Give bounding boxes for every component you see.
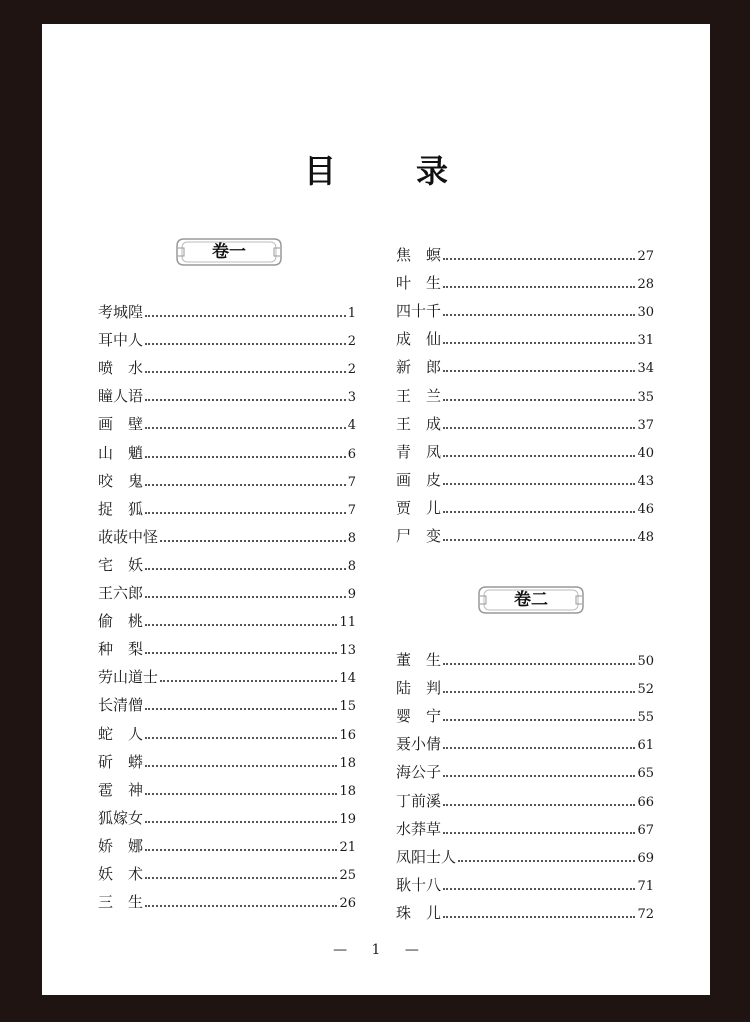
entry-page-number: 28: [637, 277, 654, 293]
toc-entry[interactable]: [396, 698, 654, 726]
dot-leader: [145, 821, 337, 823]
dot-leader: [145, 624, 337, 626]
page-title: 目 录: [303, 152, 472, 190]
toc-entry[interactable]: [396, 670, 654, 698]
dot-leader: [145, 905, 337, 907]
entry-title: 画 皮: [396, 470, 442, 489]
toc-entry[interactable]: [396, 518, 654, 546]
dot-leader: [145, 427, 346, 429]
entry-page-number: 25: [339, 868, 356, 883]
entry-title: 山 魈: [98, 443, 144, 462]
dot-leader: [145, 399, 346, 401]
entry-title: 水莽草: [396, 819, 442, 838]
entry-title: 丁前溪: [396, 791, 442, 810]
toc-entry[interactable]: [396, 839, 654, 867]
entry-page-number: 71: [637, 878, 654, 894]
entry-title: 喷 水: [98, 359, 144, 378]
toc-entry[interactable]: [98, 659, 356, 687]
entry-page-number: 50: [637, 654, 654, 669]
toc-entry[interactable]: [98, 350, 356, 378]
toc-entry[interactable]: [396, 265, 654, 293]
entry-page-number: 21: [339, 839, 356, 855]
toc-entry[interactable]: [396, 237, 654, 265]
dot-leader: [145, 849, 337, 851]
toc-entry[interactable]: [396, 321, 654, 349]
entry-title: 瞳人语: [98, 387, 144, 406]
dot-leader: [443, 286, 635, 288]
entry-title: 婴 宁: [396, 707, 442, 726]
toc-entry[interactable]: [98, 828, 356, 856]
dot-leader: [145, 568, 346, 570]
entry-page-number: 7: [347, 502, 356, 518]
toc-entry[interactable]: [98, 603, 356, 631]
dot-leader: [443, 775, 635, 777]
dot-leader: [145, 315, 346, 317]
dot-leader: [145, 737, 337, 739]
dot-leader: [443, 832, 635, 834]
toc-entry[interactable]: [396, 293, 654, 321]
entry-page-number: 35: [637, 389, 654, 405]
entry-page-number: 3: [347, 390, 356, 406]
entry-title: 珠 儿: [396, 903, 442, 922]
toc-entry[interactable]: [98, 800, 356, 828]
toc-entry[interactable]: [98, 687, 356, 715]
entry-title: 宅 妖: [98, 555, 144, 574]
entry-page-number: 27: [637, 249, 654, 264]
entry-title: 劳山道士: [98, 668, 159, 687]
dot-leader: [145, 596, 346, 598]
entry-title: 三 生: [98, 893, 144, 912]
toc-entry[interactable]: [98, 716, 356, 744]
entry-page-number: 15: [339, 699, 356, 715]
toc-entry[interactable]: [98, 547, 356, 575]
entry-title: 聂小倩: [396, 735, 442, 754]
dot-leader: [443, 342, 635, 344]
entry-title: 偷 桃: [98, 612, 144, 631]
toc-entry[interactable]: [98, 575, 356, 603]
entry-page-number: 31: [637, 333, 654, 349]
toc-entry[interactable]: [98, 406, 356, 434]
entry-title: 王 兰: [396, 386, 442, 405]
toc-entry[interactable]: [98, 631, 356, 659]
toc-entry[interactable]: [396, 726, 654, 754]
entry-page-number: 67: [637, 822, 654, 838]
entry-title: 耿十八: [396, 875, 442, 894]
entry-page-number: 2: [347, 334, 356, 350]
entry-title: 捉 狐: [98, 499, 144, 518]
entry-page-number: 43: [637, 473, 654, 489]
entry-title: 娇 娜: [98, 836, 144, 855]
toc-entry[interactable]: [396, 867, 654, 895]
dot-leader: [443, 455, 635, 457]
entry-title: 青 凤: [396, 442, 442, 461]
toc-entry[interactable]: [396, 811, 654, 839]
dot-leader: [443, 427, 635, 429]
entry-title: 画 壁: [98, 415, 144, 434]
toc-entry[interactable]: [98, 491, 356, 519]
entry-page-number: 30: [637, 305, 654, 321]
volume-two-label: 卷二: [514, 590, 548, 610]
dot-leader: [443, 747, 635, 749]
entry-title: 狐嫁女: [98, 808, 144, 827]
dot-leader: [443, 258, 635, 260]
entry-page-number: 1: [347, 306, 356, 321]
toc-entry[interactable]: [98, 463, 356, 491]
entry-page-number: 19: [339, 811, 356, 827]
entry-title: 种 梨: [98, 640, 144, 659]
entry-title: 焦 螟: [396, 246, 442, 264]
entry-title: 斫 蟒: [98, 752, 144, 771]
entry-title: 考城隍: [98, 303, 144, 321]
entry-page-number: 11: [339, 615, 356, 631]
dot-leader: [160, 680, 337, 682]
entry-title: 荍荍中怪: [98, 527, 159, 546]
dot-leader: [145, 512, 346, 514]
dot-leader: [443, 691, 635, 693]
dot-leader: [145, 456, 346, 458]
toc-entry[interactable]: [396, 754, 654, 782]
entry-page-number: 55: [637, 710, 654, 726]
entry-title: 叶 生: [396, 274, 442, 293]
entry-title: 凤阳士人: [396, 847, 457, 866]
entry-page-number: 72: [637, 906, 654, 922]
toc-entry[interactable]: [98, 294, 356, 322]
dot-leader: [443, 888, 635, 890]
volume-one-badge: [174, 236, 284, 268]
toc-entry[interactable]: [396, 895, 654, 923]
toc-entry[interactable]: [396, 378, 654, 406]
entry-title: 雹 神: [98, 780, 144, 799]
entry-page-number: 61: [637, 738, 654, 754]
dot-leader: [443, 719, 635, 721]
dot-leader: [145, 343, 346, 345]
entry-title: 长清僧: [98, 696, 144, 715]
dot-leader: [443, 511, 635, 513]
dot-leader: [443, 804, 635, 806]
entry-page-number: 18: [339, 755, 356, 771]
dot-leader: [443, 916, 635, 918]
entry-title: 董 生: [396, 651, 442, 669]
toc-entry[interactable]: [98, 435, 356, 463]
entry-page-number: 48: [637, 530, 654, 545]
entry-title: 贾 儿: [396, 498, 442, 517]
entry-page-number: 9: [347, 587, 356, 602]
dot-leader: [145, 708, 337, 710]
dot-leader: [145, 793, 337, 795]
entry-page-number: 2: [347, 362, 356, 378]
entry-page-number: 8: [347, 530, 356, 546]
dot-leader: [145, 652, 337, 654]
entry-page-number: 26: [339, 896, 356, 912]
dot-leader: [443, 539, 635, 541]
entry-page-number: 69: [637, 850, 654, 866]
entry-title: 王 成: [396, 414, 442, 433]
toc-page: [42, 24, 710, 995]
toc-entry[interactable]: [396, 406, 654, 434]
toc-entry[interactable]: [98, 322, 356, 350]
entry-page-number: 8: [347, 558, 356, 574]
entry-page-number: 14: [339, 671, 356, 687]
entry-page-number: 37: [637, 417, 654, 433]
entry-page-number: 34: [637, 361, 654, 377]
dot-leader: [443, 663, 635, 665]
dot-leader: [443, 314, 635, 316]
toc-entry[interactable]: [98, 744, 356, 772]
entry-page-number: 7: [347, 474, 356, 490]
entry-page-number: 13: [339, 643, 356, 659]
dot-leader: [145, 371, 346, 373]
entry-title: 陆 判: [396, 679, 442, 698]
entry-title: 妖 术: [98, 865, 144, 883]
toc-entry[interactable]: [396, 490, 654, 518]
entry-title: 海公子: [396, 763, 442, 782]
dot-leader: [443, 399, 635, 401]
entry-page-number: 18: [339, 783, 356, 799]
entry-page-number: 46: [637, 501, 654, 517]
dot-leader: [145, 484, 346, 486]
dot-leader: [458, 860, 635, 862]
entry-title: 四十千: [396, 302, 442, 321]
dot-leader: [145, 877, 337, 879]
entry-title: 耳中人: [98, 331, 144, 350]
toc-entry[interactable]: [98, 519, 356, 547]
volume-two-badge: [476, 584, 586, 616]
toc-entry[interactable]: [396, 783, 654, 811]
toc-entry[interactable]: [98, 856, 356, 884]
entry-title: 新 郎: [396, 358, 442, 377]
entry-page-number: 66: [637, 794, 654, 810]
toc-entry[interactable]: [98, 378, 356, 406]
toc-entry[interactable]: [396, 462, 654, 490]
dot-leader: [443, 483, 635, 485]
toc-entry[interactable]: [396, 642, 654, 670]
entry-title: 成 仙: [396, 330, 442, 349]
toc-entry[interactable]: [98, 772, 356, 800]
dot-leader: [145, 765, 337, 767]
entry-page-number: 4: [347, 418, 356, 434]
entry-page-number: 65: [637, 766, 654, 782]
volume-one-label: 卷一: [212, 242, 246, 262]
entry-page-number: 16: [339, 727, 356, 743]
toc-entry[interactable]: [396, 349, 654, 377]
entry-page-number: 6: [347, 446, 356, 462]
dot-leader: [443, 370, 635, 372]
page-number: — 1 —: [333, 942, 429, 958]
entry-title: 王六郎: [98, 584, 144, 602]
toc-entry[interactable]: [396, 434, 654, 462]
entry-title: 蛇 人: [98, 724, 144, 743]
entry-page-number: 40: [637, 445, 654, 461]
toc-entry[interactable]: [98, 884, 356, 912]
entry-title: 尸 变: [396, 527, 442, 545]
dot-leader: [160, 540, 346, 542]
entry-title: 咬 鬼: [98, 471, 144, 490]
entry-page-number: 52: [637, 682, 654, 698]
